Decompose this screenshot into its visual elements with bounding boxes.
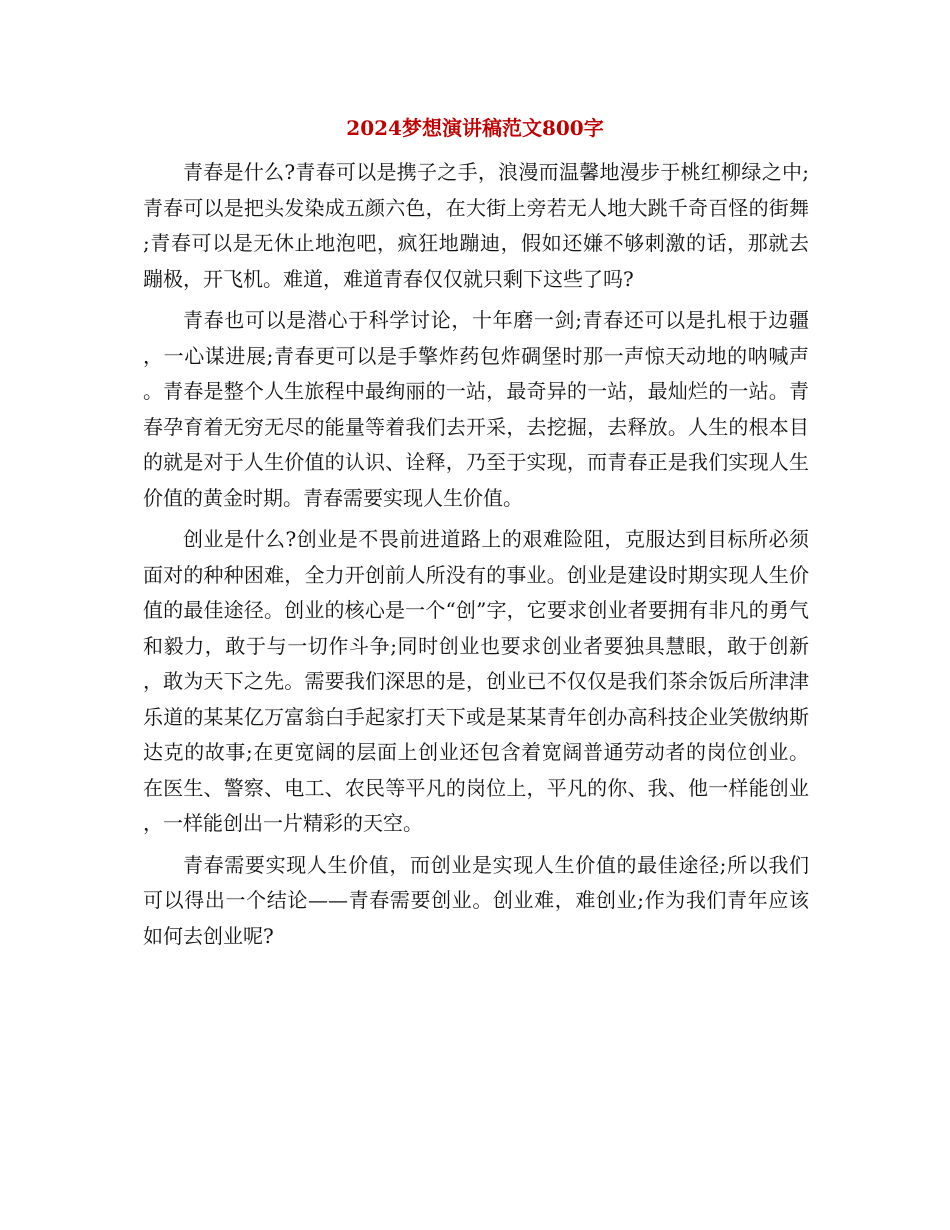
paragraph-2: 青春也可以是潜心于科学讨论，十年磨一剑;青春还可以是扎根于边疆，一心谋进展;青春更可以是手擎炸药包炸碉堡时那一声惊天动地的呐喊声。青春是整个人生旅程中最绚丽的一站，最奇异的一站，最灿烂的一站。青春孕育着无穷无尽的能量等着我们去开采，去挖掘，去释放。人生的根本目的就是对于人生价值的认识、诠释，乃至于实现，而青春正是我们实现人生价值的黄金时期。青春需要实现人生价值。: [143, 308, 809, 510]
paragraph-3: 创业是什么?创业是不畏前进道路上的艰难险阻，克服达到目标所必须面对的种种困难，全力开创前人所没有的事业。创业是建设时期实现人生价值的最佳途径。创业的核心是一个“创”字，它要求创业者要拥有非凡的勇气和毅力，敢于与一切作斗争;同时创业也要求创业者要独具慧眼，敢于创新，敢为天下之先。需要我们深思的是，创业已不仅仅是我们茶余饭后所津津乐道的某某亿万富翁白手起家打天下或是某某青年创办高科技企业笑傲纳斯达克的故事;在更宽阔的层面上创业还包含着宽阔普通劳动者的岗位创业。在医生、警察、电工、农民等平凡的岗位上，平凡的你、我、他一样能创业，一样能创出一片精彩的天空。: [143, 527, 809, 835]
paragraph-4: 青春需要实现人生价值，而创业是实现人生价值的最佳途径;所以我们可以得出一个结论——青春需要创业。创业难，难创业;作为我们青年应该如何去创业呢?: [143, 852, 809, 948]
paragraph-1: 青春是什么?青春可以是携子之手，浪漫而温馨地漫步于桃红柳绿之中;青春可以是把头发染成五颜六色，在大街上旁若无人地大跳千奇百怪的街舞;青春可以是无休止地泡吧，疯狂地蹦迪，假如还嫌不够刺激的话，那就去蹦极，开飞机。难道，难道青春仅仅就只剩下这些了吗?: [143, 160, 809, 291]
document-body: [143, 155, 809, 960]
document-title: 2024梦想演讲稿范文800字: [346, 116, 604, 140]
